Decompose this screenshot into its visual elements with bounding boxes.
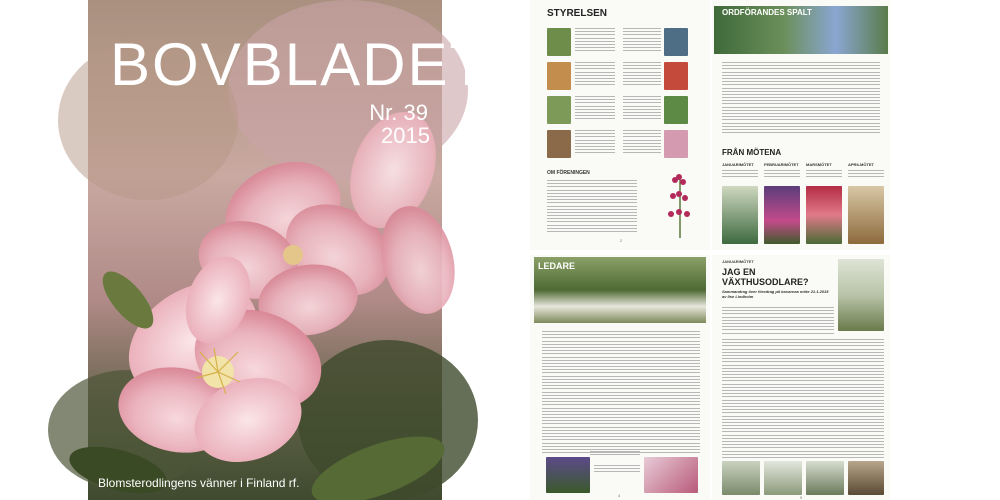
- board-member-photo: [664, 62, 688, 90]
- page-ordforande: [712, 0, 890, 250]
- month-label: APRILMÖTET: [848, 162, 874, 167]
- board-member-photo: [664, 130, 688, 158]
- om-foreningen-heading: OM FÖRENINGEN: [547, 170, 590, 176]
- board-member-text: [623, 130, 661, 156]
- month-label: JANUARIMÖTET: [722, 162, 754, 167]
- styrelsen-heading: STYRELSEN: [547, 8, 608, 19]
- primula-photo: [655, 168, 705, 240]
- meeting-text: [722, 170, 758, 180]
- board-member-photo: [664, 28, 688, 56]
- meeting-text: [764, 170, 800, 180]
- article-text: [722, 307, 834, 336]
- meeting-text: [848, 170, 884, 180]
- board-member-text: [575, 96, 615, 122]
- ledare-photo-caption: [594, 465, 640, 475]
- article-headline: JAG EN VÄXTHUSODLARE?: [722, 267, 809, 287]
- page-styrelsen: [530, 0, 710, 250]
- greenhouse-photo: [722, 461, 760, 495]
- page-article: [712, 255, 890, 500]
- article-text: [722, 339, 884, 460]
- ledare-photo: [546, 457, 590, 493]
- magazine-title: BOVBLADET: [110, 31, 489, 98]
- page-number: 5: [800, 495, 803, 500]
- greenhouse-photo: [806, 461, 844, 495]
- board-member-text: [623, 96, 661, 122]
- page-number: 2: [620, 238, 623, 243]
- page-number: 4: [618, 493, 621, 498]
- issue-year: 2015: [381, 123, 430, 148]
- ledare-heading: LEDARE: [538, 261, 576, 271]
- ordforande-text: [722, 62, 880, 135]
- board-member-text: [575, 62, 615, 88]
- ledare-caption: [590, 451, 640, 457]
- board-member-text: [575, 130, 615, 156]
- month-label: MARSMÖTET: [806, 162, 832, 167]
- ledare-text: [542, 331, 700, 455]
- om-foreningen-text: [547, 180, 637, 234]
- board-member-photo: [547, 28, 571, 56]
- meeting-photo: [848, 186, 884, 244]
- month-label: FEBRUARIMÖTET: [764, 162, 799, 167]
- fran-motena-heading: FRÅN MÖTENA: [722, 148, 782, 157]
- board-member-photo: [547, 96, 571, 124]
- board-member-text: [623, 62, 661, 88]
- greenhouse-photo: [764, 461, 802, 495]
- meeting-photo: [806, 186, 842, 244]
- page-ledare: [530, 255, 710, 500]
- ledare-photo: [644, 457, 698, 493]
- magazine-cover: [88, 0, 489, 500]
- board-member-photo: [664, 96, 688, 124]
- board-member-text: [623, 28, 661, 54]
- article-kicker: JANUARIMÖTET: [722, 259, 754, 264]
- board-member-text: [575, 28, 615, 54]
- board-member-photo: [547, 130, 571, 158]
- publisher-name: Blomsterodlingens vänner i Finland rf.: [98, 476, 300, 490]
- meeting-photo: [764, 186, 800, 244]
- board-member-photo: [547, 62, 571, 90]
- ordforande-heading: ORDFÖRANDES SPALT: [722, 8, 812, 17]
- greenhouse-photo: [838, 259, 884, 331]
- meeting-photo: [722, 186, 758, 244]
- issue-number: Nr. 39: [369, 100, 428, 125]
- meeting-text: [806, 170, 842, 180]
- article-intro: Sammandrag över föredrag på bovarnas möte 21.1.2015 av Ilse Lindholm: [722, 289, 829, 299]
- greenhouse-photo: [848, 461, 884, 495]
